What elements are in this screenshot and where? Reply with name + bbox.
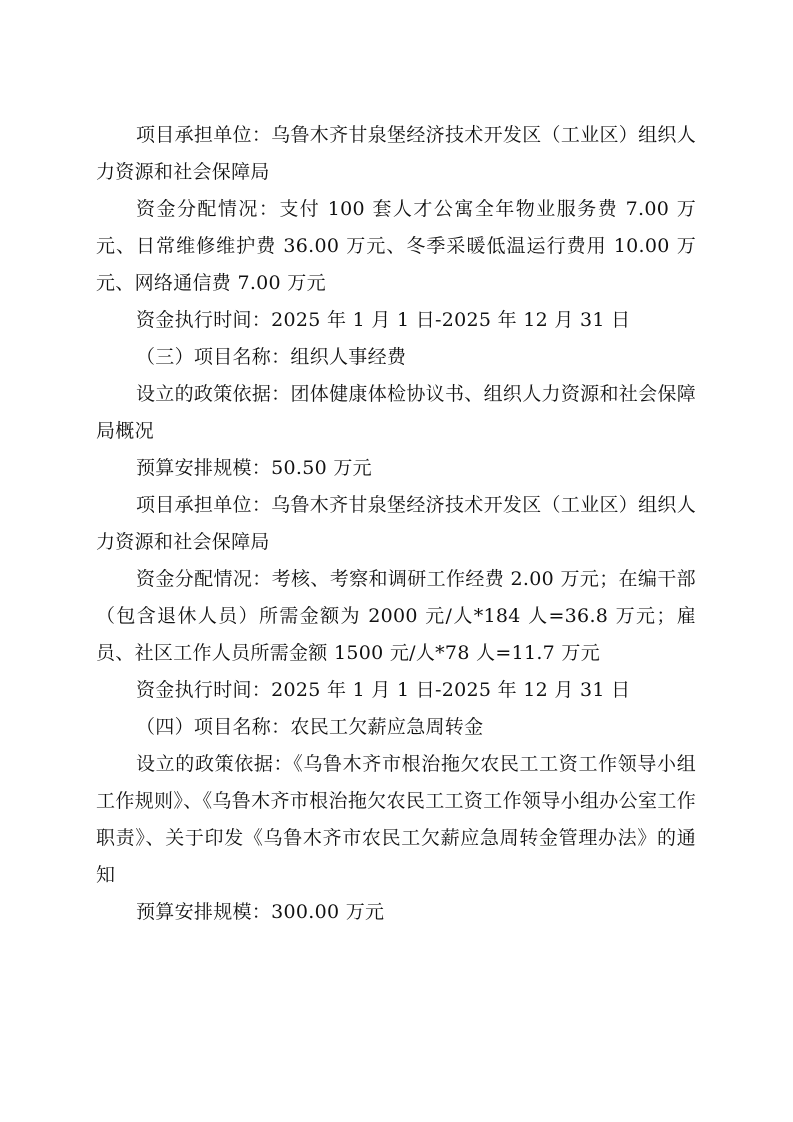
document-body xyxy=(96,117,696,931)
execution-time-paragraph: 资金执行时间：2025 年 1 月 1 日-2025 年 12 月 31 日 xyxy=(136,679,631,701)
section-heading: （四）项目名称：农民工欠薪应急周转金 xyxy=(136,716,484,738)
project-unit-paragraph: 项目承担单位：乌鲁木齐甘泉堡经济技术开发区（工业区）组织人力资源和社会保障局 xyxy=(96,494,696,553)
policy-basis-paragraph: 设立的政策依据：团体健康体检协议书、组织人力资源和社会保障局概况 xyxy=(96,383,696,442)
fund-allocation-paragraph: 资金分配情况：支付 100 套人才公寓全年物业服务费 7.00 万元、日常维修维护费 36.00 万元、冬季采暖低温运行费用 10.00 万元、网络通信费 7.00 万元 xyxy=(96,198,696,294)
fund-allocation-paragraph: 资金分配情况：考核、考察和调研工作经费 2.00 万元；在编干部（包含退休人员）所需金额为 2000 元/人*184 人=36.8 万元；雇员、社区工作人员所需金额 1500 元/人*78 人=11.7 万元 xyxy=(96,568,696,664)
budget-scale-paragraph: 预算安排规模：50.50 万元 xyxy=(136,457,372,479)
execution-time-paragraph: 资金执行时间：2025 年 1 月 1 日-2025 年 12 月 31 日 xyxy=(136,309,631,331)
section-heading: （三）项目名称：组织人事经费 xyxy=(136,346,407,368)
project-unit-paragraph: 项目承担单位：乌鲁木齐甘泉堡经济技术开发区（工业区）组织人力资源和社会保障局 xyxy=(96,124,696,183)
policy-basis-paragraph: 设立的政策依据：《乌鲁木齐市根治拖欠农民工工资工作领导小组工作规则》、《乌鲁木齐市根治拖欠农民工工资工作领导小组办公室工作职责》、关于印发《乌鲁木齐市农民工欠薪应急周转金管理办法》的通知 xyxy=(96,753,696,886)
budget-scale-paragraph: 预算安排规模：300.00 万元 xyxy=(136,901,385,923)
